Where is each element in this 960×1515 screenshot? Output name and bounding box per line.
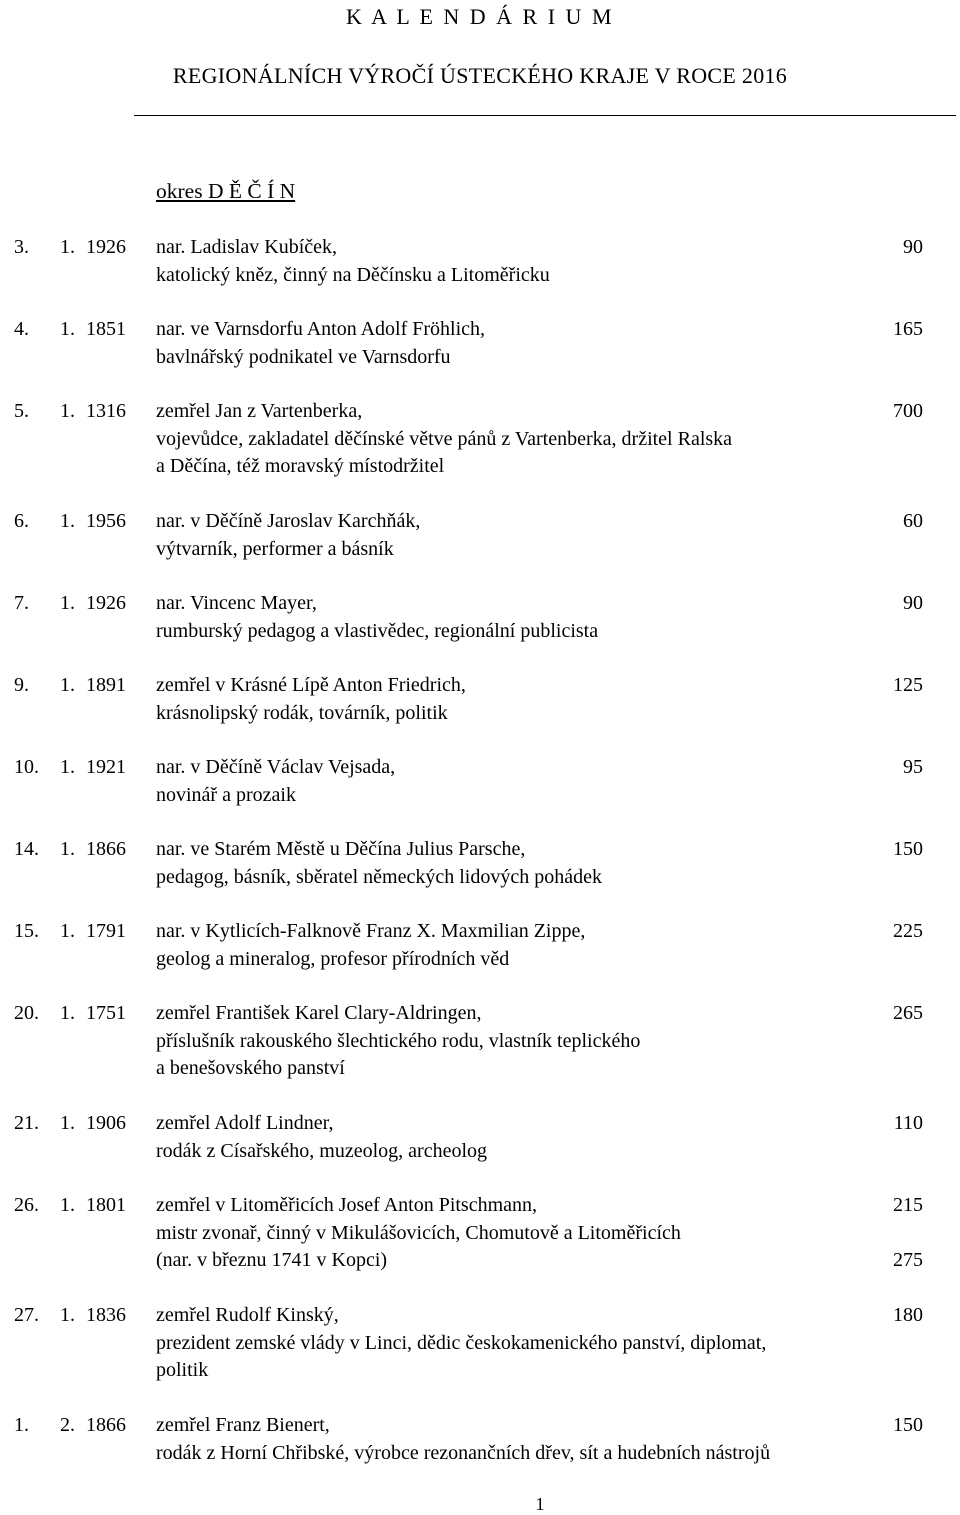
entry-event: nar. ve Starém Městě u Děčína Julius Parsche, (156, 838, 526, 860)
entry-description: mistr zvonař, činný v Mikulášovicích, Chomutově a Litoměřicích (156, 1221, 681, 1244)
entry-event: nar. v Děčíně Jaroslav Karchňák, (156, 510, 421, 532)
entry-day: 3. (14, 236, 29, 258)
calendar-entry (0, 398, 960, 481)
entry-month: 1. (60, 838, 75, 860)
entry-day: 6. (14, 510, 29, 532)
entry-year: 1926 (86, 592, 126, 614)
entry-description: vojevůdce, zakladatel děčínské větve pánů z Vartenberka, držitel Ralska (156, 427, 733, 450)
entry-month: 1. (60, 510, 75, 532)
entry-description: výtvarník, performer a básník (156, 537, 394, 560)
entry-day: 5. (14, 400, 29, 422)
entry-month: 1. (60, 592, 75, 614)
entry-month: 1. (60, 1194, 75, 1216)
entry-day: 10. (14, 756, 39, 778)
entry-description: (nar. v březnu 1741 v Kopci) (156, 1249, 388, 1271)
entry-month: 1. (60, 400, 75, 422)
entry-description: krásnolipský rodák, továrník, politik (156, 701, 448, 724)
entry-year: 1316 (86, 400, 126, 422)
calendar-entry (0, 1110, 960, 1165)
entry-month: 1. (60, 1002, 75, 1024)
anniversary-years: 95 (903, 756, 923, 778)
entry-month: 1. (60, 1112, 75, 1134)
entry-event: nar. Ladislav Kubíček, (156, 236, 338, 258)
calendar-entry (0, 1000, 960, 1083)
entry-year: 1866 (86, 1414, 126, 1436)
anniversary-years: 265 (893, 1002, 923, 1024)
entry-day: 21. (14, 1112, 39, 1134)
entry-description: pedagog, básník, sběratel německých lidových pohádek (156, 865, 602, 888)
entry-description: bavlnářský podnikatel ve Varnsdorfu (156, 345, 451, 368)
anniversary-years: 150 (893, 838, 923, 860)
calendar-entry (0, 918, 960, 973)
entry-event: zemřel v Litoměřicích Josef Anton Pitschmann, (156, 1194, 538, 1216)
page-title: K A L E N D Á R I U M (345, 4, 615, 29)
entry-year: 1751 (86, 1002, 126, 1024)
entry-day: 15. (14, 920, 39, 942)
entry-day: 26. (14, 1194, 39, 1216)
calendar-entry (0, 508, 960, 563)
entry-day: 14. (14, 838, 39, 860)
anniversary-years: 215 (893, 1194, 923, 1216)
entry-day: 7. (14, 592, 29, 614)
calendar-entry (0, 590, 960, 645)
entry-month: 2. (60, 1414, 75, 1436)
entry-event: zemřel Adolf Lindner, (156, 1112, 334, 1134)
entry-description: katolický kněz, činný na Děčínsku a Litoměřicku (156, 263, 550, 286)
entry-year: 1906 (86, 1112, 126, 1134)
entry-description: a benešovského panství (156, 1057, 345, 1079)
entry-month: 1. (60, 674, 75, 696)
entry-year: 1921 (86, 756, 126, 778)
entry-event: zemřel v Krásné Lípě Anton Friedrich, (156, 674, 466, 696)
entry-year: 1956 (86, 510, 126, 532)
anniversary-years: 125 (893, 674, 923, 696)
entry-description: geolog a mineralog, profesor přírodních věd (156, 947, 510, 970)
entry-event: zemřel Jan z Vartenberka, (156, 400, 363, 422)
anniversary-years: 700 (893, 400, 923, 422)
entry-description: politik (156, 1359, 209, 1381)
entry-description: prezident zemské vlády v Linci, dědic českokamenického panství, diplomat, (156, 1331, 767, 1354)
entry-event: nar. v Děčíně Václav Vejsada, (156, 756, 396, 778)
calendar-entry (0, 1192, 960, 1275)
entry-event: nar. ve Varnsdorfu Anton Adolf Fröhlich, (156, 318, 486, 340)
entry-year: 1791 (86, 920, 126, 942)
entry-year: 1926 (86, 236, 126, 258)
district-heading: okres D Ě Č Í N (156, 179, 296, 203)
calendar-entry (0, 234, 960, 289)
anniversary-years: 60 (903, 510, 923, 532)
calendar-entry (0, 836, 960, 891)
calendar-entry (0, 1302, 960, 1385)
page-number: 1 (535, 1494, 545, 1514)
entry-day: 27. (14, 1304, 39, 1326)
entry-month: 1. (60, 1304, 75, 1326)
entry-month: 1. (60, 756, 75, 778)
entry-event: nar. v Kytlicích-Falknově Franz X. Maxmilian Zippe, (156, 920, 586, 942)
calendar-entry (0, 1412, 960, 1467)
calendar-entry (0, 754, 960, 809)
entry-year: 1801 (86, 1194, 126, 1216)
entry-day: 1. (14, 1414, 29, 1436)
anniversary-years: 165 (893, 318, 923, 340)
entry-month: 1. (60, 236, 75, 258)
entry-month: 1. (60, 920, 75, 942)
entry-event: zemřel Rudolf Kinský, (156, 1304, 339, 1326)
entry-event: zemřel František Karel Clary-Aldringen, (156, 1002, 482, 1024)
entry-event: zemřel Franz Bienert, (156, 1414, 330, 1436)
anniversary-years: 150 (893, 1414, 923, 1436)
calendar-entry (0, 672, 960, 727)
entry-description: rumburský pedagog a vlastivědec, regionální publicista (156, 619, 599, 642)
anniversary-years: 180 (893, 1304, 923, 1326)
entry-year: 1866 (86, 838, 126, 860)
anniversary-years: 90 (903, 592, 923, 614)
anniversary-years: 275 (893, 1249, 923, 1271)
entry-year: 1891 (86, 674, 126, 696)
entry-description: novinář a prozaik (156, 783, 296, 806)
entry-event: nar. Vincenc Mayer, (156, 592, 317, 614)
entry-description: příslušník rakouského šlechtického rodu, vlastník teplického (156, 1029, 641, 1052)
entry-description: rodák z Císařského, muzeolog, archeolog (156, 1139, 488, 1162)
anniversary-years: 110 (893, 1112, 923, 1134)
entry-day: 9. (14, 674, 29, 696)
anniversary-years: 225 (893, 920, 923, 942)
anniversary-years: 90 (903, 236, 923, 258)
entry-year: 1836 (86, 1304, 126, 1326)
entry-day: 4. (14, 318, 29, 340)
title-underline (134, 115, 956, 116)
entry-month: 1. (60, 318, 75, 340)
entry-description: a Děčína, též moravský místodržitel (156, 455, 445, 477)
entry-description: rodák z Horní Chřibské, výrobce rezonančních dřev, sít a hudebních nástrojů (156, 1441, 771, 1464)
entry-year: 1851 (86, 318, 126, 340)
calendar-entry (0, 316, 960, 371)
page-subtitle: REGIONÁLNÍCH VÝROČÍ ÚSTECKÉHO KRAJE V ROCE 2016 (172, 63, 788, 88)
entry-day: 20. (14, 1002, 39, 1024)
